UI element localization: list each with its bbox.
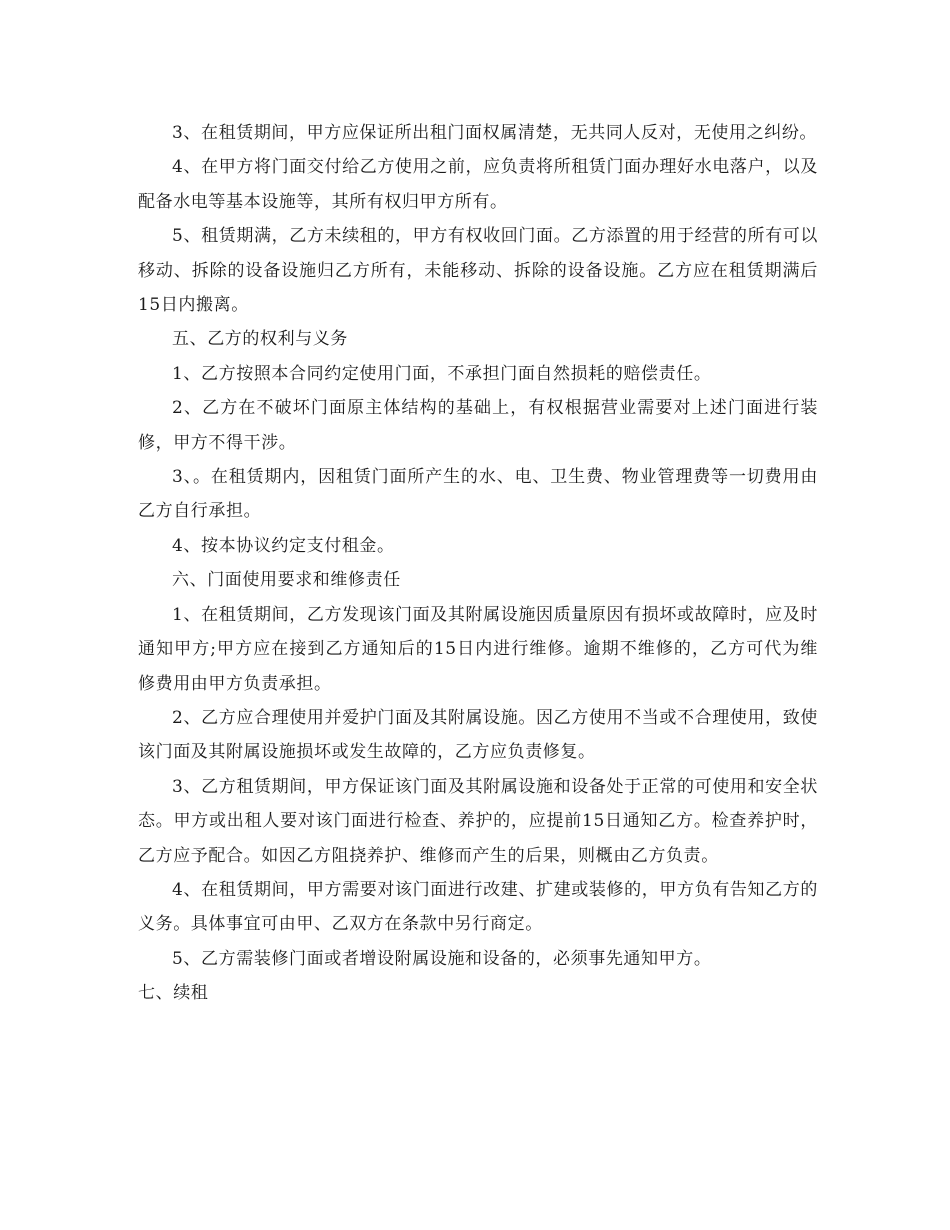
clause-5-3: 3、。在租赁期内，因租赁门面所产生的水、电、卫生费、物业管理费等一切费用由乙方自行承担。 [138,467,818,522]
clause-5-2: 2、乙方在不破坏门面原主体结构的基础上，有权根据营业需要对上述门面进行装修，甲方不得干涉。 [138,398,818,453]
clause-4-5: 5、租赁期满，乙方未续租的，甲方有权收回门面。乙方添置的用于经营的所有可以移动、拆除的设备设施归乙方所有，未能移动、拆除的设备设施。乙方应在租赁期满后15日内搬离。 [138,226,818,316]
section-7-heading: 七、续租 [138,983,209,1004]
section-5-heading: 五、乙方的权利与义务 [172,329,348,350]
clause-6-1: 1、在租赁期间，乙方发现该门面及其附属设施因质量原因有损坏或故障时，应及时通知甲方;甲方应在接到乙方通知后的15日内进行维修。逾期不维修的，乙方可代为维修费用由甲方负责承担。 [138,604,818,694]
clause-5-1: 1、乙方按照本合同约定使用门面，不承担门面自然损耗的赔偿责任。 [172,363,712,384]
clause-6-3: 3、乙方租赁期间，甲方保证该门面及其附属设施和设备处于正常的可使用和安全状态。甲方或出租人要对该门面进行检查、养护的，应提前15日通知乙方。检查养护时，乙方应予配合。如因乙方阻挠养护、维修而产生的后果，则概由乙方负责。 [138,776,818,866]
document-body [138,116,818,1011]
clause-5-4: 4、按本协议约定支付租金。 [172,535,395,556]
clause-6-4: 4、在租赁期间，甲方需要对该门面进行改建、扩建或装修的，甲方负有告知乙方的义务。具体事宜可由甲、乙双方在条款中另行商定。 [138,879,818,935]
section-6-heading: 六、门面使用要求和维修责任 [172,570,401,591]
clause-6-2: 2、乙方应合理使用并爱护门面及其附属设施。因乙方使用不当或不合理使用，致使该门面及其附属设施损坏或发生故障的，乙方应负责修复。 [138,707,818,763]
clause-6-5: 5、乙方需装修门面或者增设附属设施和设备的，必须事先通知甲方。 [172,948,712,969]
clause-4-4: 4、在甲方将门面交付给乙方使用之前，应负责将所租赁门面办理好水电落户，以及配备水电等基本设施等，其所有权归甲方所有。 [138,157,818,212]
clause-4-3: 3、在租赁期间，甲方应保证所出租门面权属清楚，无共同人反对，无使用之纠纷。 [172,123,818,143]
